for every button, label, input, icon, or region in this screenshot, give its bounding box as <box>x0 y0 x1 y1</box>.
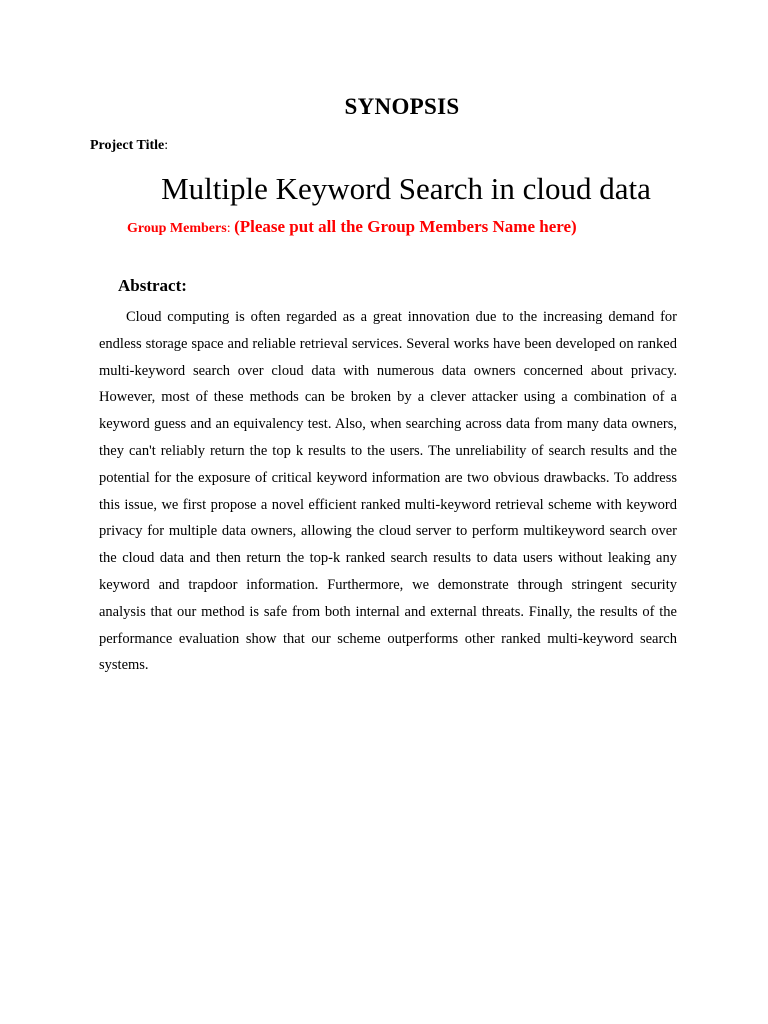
group-members-placeholder: (Please put all the Group Members Name here) <box>234 217 577 236</box>
project-title-separator: : <box>164 138 169 153</box>
project-title-row <box>90 138 168 154</box>
abstract-paragraph: Cloud computing is often regarded as a great innovation due to the increasing demand for endless storage space and reliable retrieval services. Several works have been developed on ranked multi-keyword search over cloud data with numerous data owners concerned about privacy. However, most of these methods can be broken by a clever attacker using a combination of a keyword guess and an equivalency test. Also, when searching across data from many data owners, they can't reliably return the top k results to the users. The unreliability of search results and the potential for the exposure of critical keyword information are two obvious drawbacks. To address this issue, we first propose a novel efficient ranked multi-keyword retrieval scheme with keyword privacy for multiple data owners, allowing the cloud server to perform multikeyword search over the cloud data and then return the top-k ranked search results to data users without leaking any keyword and trapdoor information. Furthermore, we demonstrate through stringent security analysis that our method is safe from both internal and external threats. Finally, the results of the performance evaluation show that our scheme outperforms other ranked multi-keyword search systems. <box>99 309 677 674</box>
group-members-row <box>127 217 577 237</box>
group-members-label: Group Members <box>127 221 227 236</box>
synopsis-heading: SYNOPSIS <box>344 94 460 119</box>
abstract-heading: Abstract: <box>118 276 187 295</box>
group-members-separator: : <box>226 221 235 236</box>
project-title: Multiple Keyword Search in cloud data <box>161 171 651 206</box>
project-title-label: Project Title <box>90 138 165 153</box>
